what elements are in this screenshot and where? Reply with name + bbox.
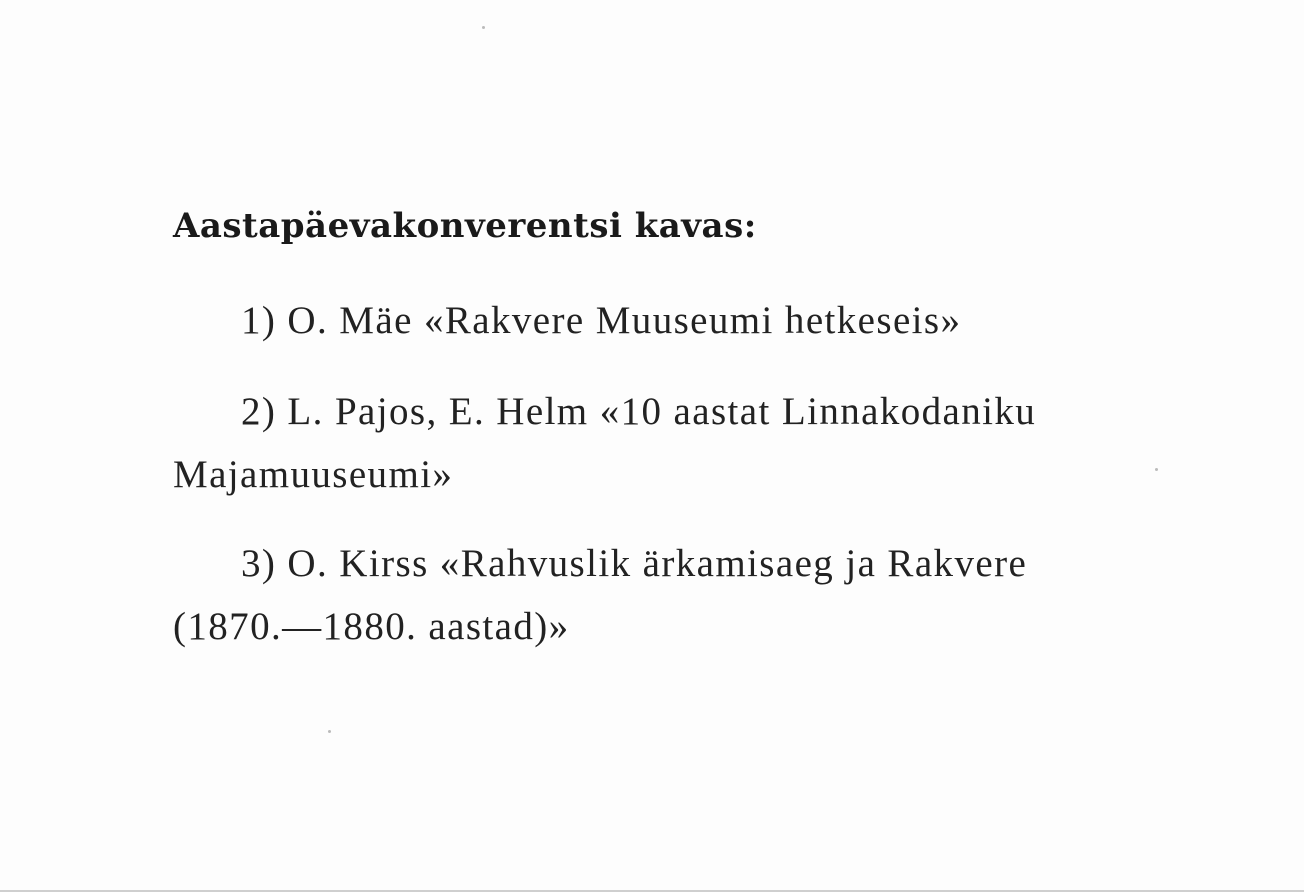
program-item-1: 1) O. Mäe «Rakvere Muuseumi hetkeseis» [241,299,962,342]
program-item-3-line-2: (1870.—1880. aastad)» [173,605,570,648]
paper-speck [1155,468,1158,471]
program-item-2-line-1: 2) L. Pajos, E. Helm «10 aastat Linnakodaniku [241,390,1037,433]
program-item-3-line-1: 3) O. Kirss «Rahvuslik ärkamisaeg ja Rakvere [241,542,1028,585]
paper-speck [328,730,331,733]
program-heading: Aastapäevakonverentsi kavas: [173,206,757,246]
program-item-2-line-2: Majamuuseumi» [173,453,454,496]
paper-speck [482,26,485,29]
